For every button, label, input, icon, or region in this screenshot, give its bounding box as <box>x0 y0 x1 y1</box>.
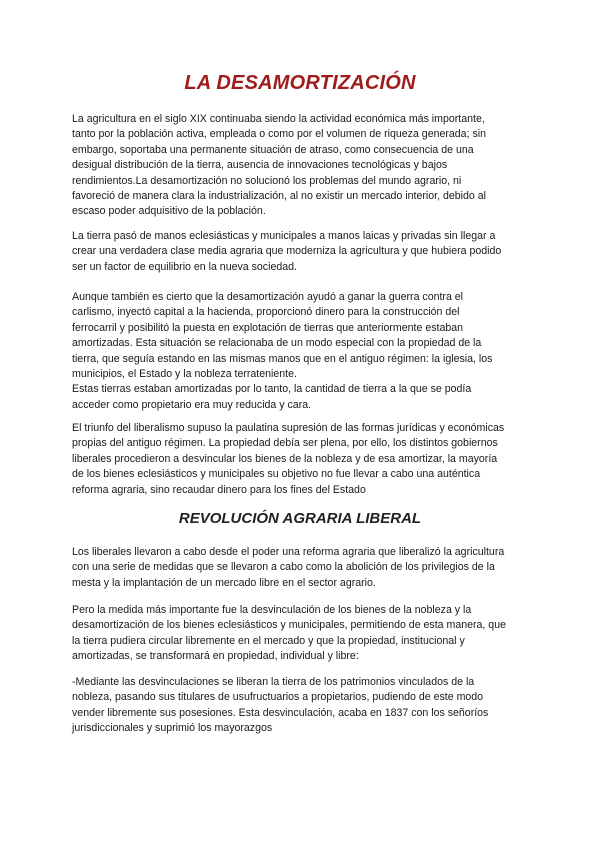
paragraph-line: desigual distribución de la tierra, ausencia de innovaciones tecnológicas y bajos <box>72 159 448 172</box>
paragraph-line: favoreció de manera clara la industrialización, al no existir un mercado interior, debido al <box>72 190 486 203</box>
paragraph-line: de los bienes eclesiásticos y municipales su objetivo no fue llevar a cabo una auténtica <box>72 468 481 481</box>
paragraph-line: la tierra pudiera circular libremente en el mercado y que la propiedad, institucional y <box>72 634 465 647</box>
paragraph-5 <box>72 545 532 591</box>
paragraph-line: amortizadas, se transformará en propiedad, individual y libre: <box>72 650 359 663</box>
paragraph-2 <box>72 229 532 275</box>
page-title: LA DESAMORTIZACIÓN <box>184 72 416 94</box>
paragraph-6 <box>72 603 532 665</box>
paragraph-line: escaso poder adquisitivo de la población. <box>72 205 266 218</box>
paragraph-line: jurisdiccionales y suprimió los mayorazgos <box>72 722 273 735</box>
paragraph-line: desamortización de los bienes eclesiásticos y municipales, permitiendo de esta manera, que <box>72 619 506 632</box>
paragraph-line: carlismo, inyectó capital a la hacienda, proporcionó dinero para la construcción del <box>72 306 460 319</box>
paragraph-line: amortizadas. Esta situación se relacionaba de un modo especial con la propiedad de la <box>72 337 482 350</box>
paragraph-line: tanto por la población activa, empleada o como por el volumen de riqueza generada; sin <box>72 128 487 141</box>
paragraph-line: acceder como propietario era muy reducida y cara. <box>72 398 312 411</box>
paragraph-line: La tierra pasó de manos eclesiásticas y municipales a manos laicas y privadas sin llegar a <box>72 230 496 242</box>
paragraph-line: vender libremente sus posesiones. Esta desvinculación, acaba en 1837 con los señoríos <box>72 706 489 719</box>
paragraph-line: liberales procedieron a desvincular los bienes de la nobleza y de esa amortizar, la mayoría <box>72 452 498 465</box>
paragraph-line: -Mediante las desvinculaciones se liberan la tierra de los patrimonios vinculados de la <box>72 676 475 688</box>
paragraph-3 <box>72 290 532 413</box>
paragraph-line: municipios, el Estado y la nobleza terrateniente. <box>72 368 297 381</box>
paragraph-line: Aunque también es cierto que la desamortización ayudó a ganar la guerra contra el <box>72 291 464 303</box>
paragraph-line: con una serie de medidas que se llevaron a cabo como la abolición de los privilegios de la <box>72 561 495 574</box>
paragraph-line: reforma agraria, sino recaudar dinero para los fines del Estado <box>72 483 366 496</box>
paragraph-line: propias del antiguo régimen. La propiedad debía ser plena, por ello, los distintos gobiernos <box>72 437 498 450</box>
paragraph-line: rendimientos.La desamortización no solucionó los problemas del mundo agrario, ni <box>72 174 462 187</box>
paragraph-line: nobleza, pasando sus titulares de usufructuarios a propietarios, pudiendo de este modo <box>72 691 484 704</box>
paragraph-line: mesta y la implantación de un mercado libre en el sector agrario. <box>72 576 376 589</box>
paragraph-line: ser un factor de equilibrio en la nueva sociedad. <box>72 260 297 273</box>
section-title: REVOLUCIÓN AGRARIA LIBERAL <box>178 510 422 527</box>
paragraph-line: El triunfo del liberalismo supuso la paulatina supresión de las formas jurídicas y económicas <box>72 422 505 434</box>
paragraph-line: ferrocarril y posibilitó la puesta en explotación de tierras que anteriormente estaban <box>72 321 464 334</box>
paragraph-line: La agricultura en el siglo XIX continuaba siendo la actividad económica más importante, <box>72 113 485 125</box>
paragraph-line: Los liberales llevaron a cabo desde el poder una reforma agraria que liberalizó la agricultura <box>72 546 505 558</box>
paragraph-line: embargo, soportaba una permanente situación de atraso, como consecuencia de una <box>72 143 474 156</box>
paragraph-line: Estas tierras estaban amortizadas por lo tanto, la cantidad de tierra a la que se podía <box>72 383 472 396</box>
paragraph-line: tierra, que seguía estando en las mismas manos que en el antiguo régimen: la iglesia, los <box>72 352 493 365</box>
paragraph-1 <box>72 112 532 220</box>
paragraph-line: crear una verdadera clase media agraria que moderniza la agricultura y que hubiera podido <box>72 245 502 258</box>
paragraph-7 <box>72 675 532 737</box>
paragraph-line: Pero la medida más importante fue la desvinculación de los bienes de la nobleza y la <box>72 604 472 616</box>
paragraph-4 <box>72 421 532 498</box>
